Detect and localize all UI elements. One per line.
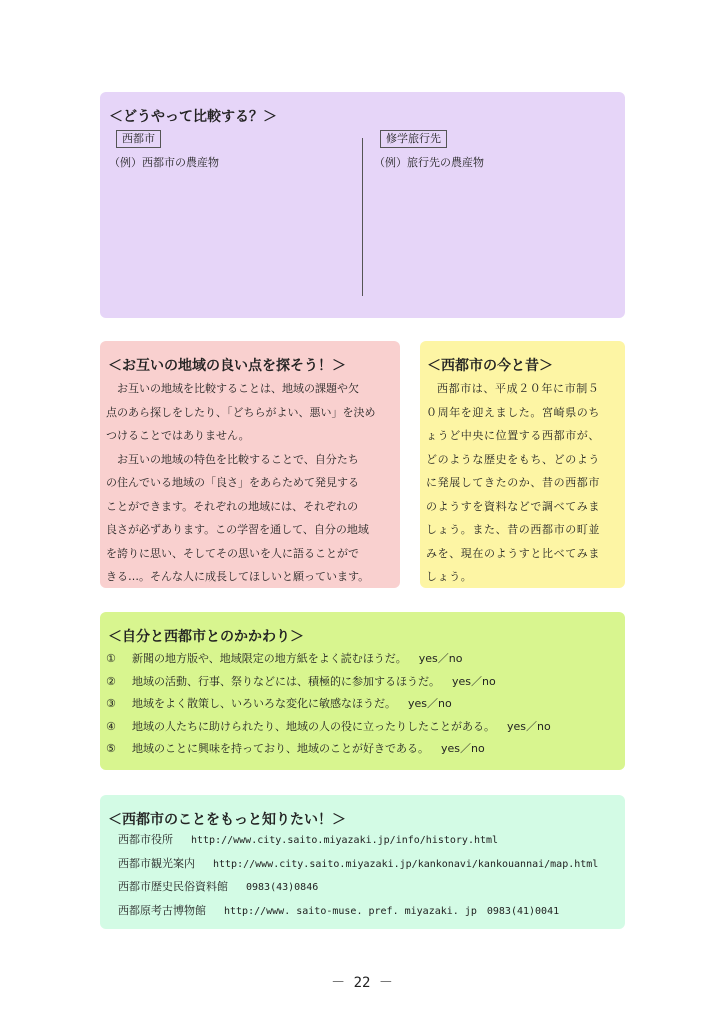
- list-item: [106, 697, 551, 720]
- yes-no-answer: yes／no: [418, 652, 463, 665]
- more-info-section: [100, 795, 625, 929]
- list-item: [106, 720, 551, 743]
- paragraph-line: どのような歴史をもち、どのよう: [426, 452, 600, 466]
- item-number: ①: [106, 652, 116, 665]
- resource-name: 西都市観光案内: [118, 856, 195, 870]
- item-text: 地域のことに興味を持っており、地域のことが好きである。: [132, 742, 429, 755]
- list-item: [118, 833, 598, 857]
- resource-link[interactable]: http://www.city.saito.miyazaki.jp/info/history.html: [191, 835, 499, 846]
- paragraph-line: つけることではありません。: [106, 429, 250, 442]
- list-item: [118, 857, 598, 881]
- trip-destination-example: （例）旅行先の農産物: [374, 156, 484, 169]
- paragraph-line: のようすを資料などで調べてみま: [426, 499, 600, 513]
- relation-section: [100, 612, 625, 770]
- paragraph-line: きる…。そんな人に成長してほしいと願っています。: [106, 570, 370, 583]
- item-number: ②: [106, 674, 116, 688]
- resource-name: 西都原考古博物館: [118, 903, 206, 917]
- paragraph-line: ょうど中央に位置する西都市が、: [426, 429, 600, 442]
- paragraph-line: しょう。: [426, 570, 473, 583]
- list-item: [118, 880, 598, 904]
- paragraph-line: お互いの地域を比較することは、地域の課題や欠: [117, 382, 359, 395]
- resource-name: 西都市役所: [118, 833, 173, 846]
- list-item: [106, 742, 551, 765]
- relation-title: ＜自分と西都市とのかかわり＞: [108, 629, 304, 645]
- paragraph-line: お互いの地域の特色を比較することで、自分たち: [117, 452, 359, 466]
- resource-list: [118, 833, 598, 927]
- list-item: [106, 652, 551, 675]
- resource-link[interactable]: http://www. saito-muse. pref. miyazaki. jp 0983(41)0041: [224, 905, 560, 917]
- paragraph-line: 良さが必ずあります。この学習を通して、自分の地域: [106, 523, 369, 536]
- item-text: 地域の人たちに助けられたり、地域の人の役に立ったりしたことがある。: [132, 719, 495, 733]
- yes-no-answer: yes／no: [452, 674, 496, 688]
- yes-no-answer: yes／no: [507, 719, 551, 733]
- resource-phone: 0983(43)0846: [246, 882, 319, 893]
- list-item: [118, 904, 598, 928]
- saito-history-section: [420, 341, 625, 588]
- resource-name: 西都市歴史民俗資料館: [118, 880, 228, 893]
- saito-history-title: ＜西都市の今と昔＞: [427, 358, 553, 374]
- resource-link[interactable]: http://www.city.saito.miyazaki.jp/kankonavi/kankouannai/map.html: [213, 858, 599, 870]
- item-text: 地域の活動、行事、祭りなどには、積極的に参加するほうだ。: [132, 674, 440, 688]
- paragraph-line: しょう。また、昔の西都市の町並: [426, 523, 600, 536]
- item-number: ④: [106, 719, 116, 733]
- trip-destination-tag: 修学旅行先: [380, 130, 447, 148]
- compare-section: [100, 92, 625, 318]
- paragraph-line: ことができます。それぞれの地域には、それぞれの: [106, 499, 359, 513]
- good-points-section: [100, 341, 400, 588]
- paragraph-line: みを、現在のようすと比べてみま: [426, 546, 600, 560]
- column-divider: [362, 138, 363, 296]
- more-info-title: ＜西都市のことをもっと知りたい！＞: [108, 812, 346, 828]
- paragraph-line: に発展してきたのか、昔の西都市: [426, 476, 600, 489]
- list-item: [106, 675, 551, 698]
- paragraph-line: 点のあら探しをしたり、「どちらがよい、悪い」を決め: [106, 405, 376, 419]
- item-text: 地域をよく散策し、いろいろな変化に敏感なほうだ。: [132, 697, 396, 710]
- good-points-title: ＜お互いの地域の良い点を探そう！＞: [108, 358, 346, 374]
- good-points-body: [106, 377, 396, 589]
- item-number: ③: [106, 697, 116, 710]
- paragraph-line: 西都市は、平成２０年に市制５: [437, 382, 600, 395]
- yes-no-answer: yes／no: [408, 697, 452, 710]
- paragraph-line: を誇りに思い、そしてその思いを人に語ることがで: [106, 546, 359, 560]
- compare-title: ＜どうやって比較する？＞: [109, 109, 277, 125]
- item-number: ⑤: [106, 742, 116, 755]
- paragraph-line: ０周年を迎えました。宮崎県のち: [426, 405, 600, 419]
- item-text: 新聞の地方版や、地域限定の地方紙をよく読むほうだ。: [132, 652, 407, 665]
- page-number: － 22 －: [331, 975, 393, 991]
- paragraph-line: の住んでいる地域の「良さ」をあらためて発見する: [106, 476, 359, 489]
- saito-history-body: [426, 377, 622, 589]
- relation-checklist: [106, 652, 551, 765]
- saito-example: （例）西都市の農産物: [109, 156, 219, 169]
- saito-tag: 西都市: [116, 130, 161, 148]
- yes-no-answer: yes／no: [441, 742, 485, 755]
